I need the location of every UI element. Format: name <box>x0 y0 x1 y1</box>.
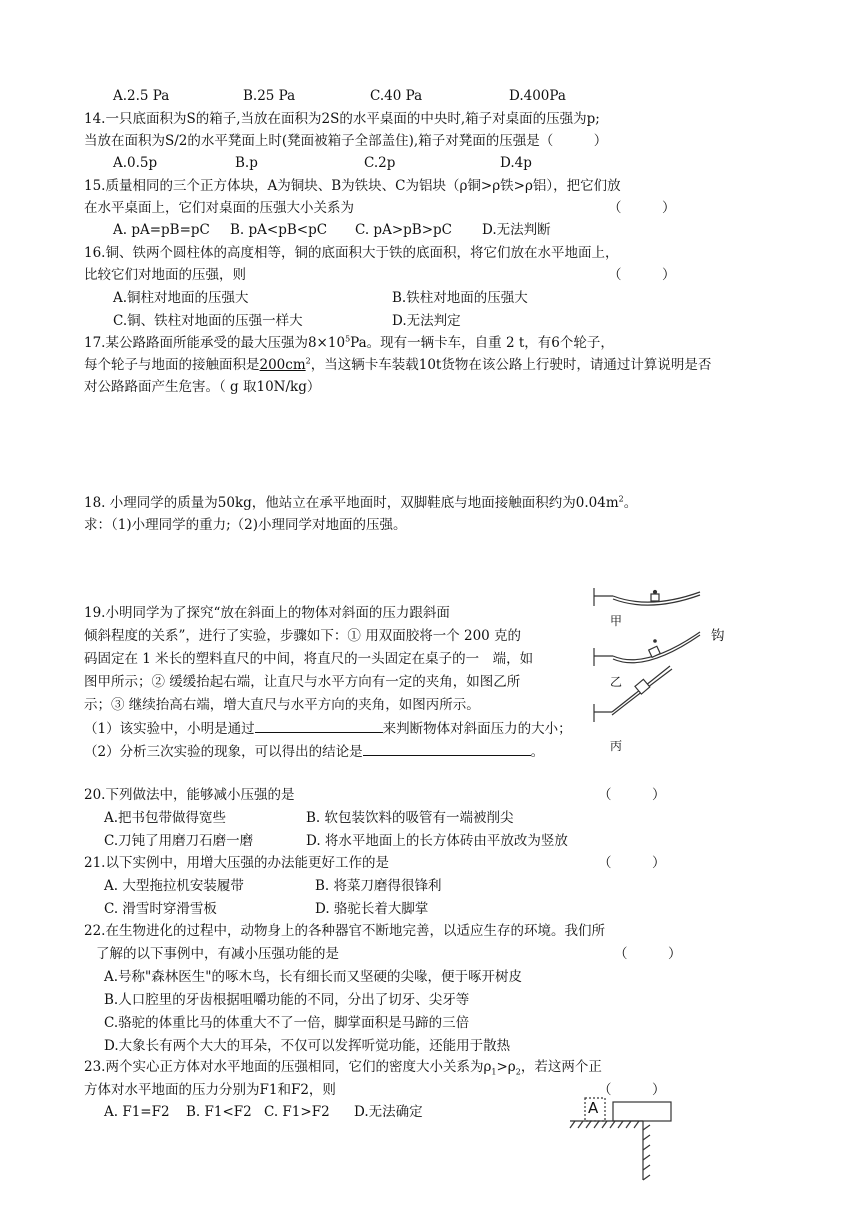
q18-line1: 18. 小理同学的质量为50kg，他站立在承平地面时，双脚鞋底与地面接触面积约为$0.04m^2$。 <box>84 494 638 511</box>
q22-answer-paren: （ ） <box>614 946 682 962</box>
q21-option-b: B. 将菜刀磨得很锋利 <box>315 878 442 894</box>
q17-line3: 对公路路面产生危害。（ g 取10N/kg） <box>84 379 321 395</box>
q18-line2: 求：（1)小理同学的重力;（2)小理同学对地面的压强。 <box>84 517 407 533</box>
q20-option-b: B. 软包装饮料的吸管有一端被削尖 <box>306 810 514 826</box>
q19-line2: 倾斜程度的关系”，进行了实验，步骤如下：① 用双面胶将一个 200 克的 <box>84 628 522 644</box>
q20-answer-paren: （ ） <box>598 787 666 803</box>
q21-option-d: D. 骆驼长着大脚掌 <box>315 901 429 917</box>
q14-line2: 当放在面积为S/2的水平凳面上时(凳面被箱子全部盖住),箱子对凳面的压强是（ ） <box>84 133 608 149</box>
q16-option-b: B.铁柱对地面的压强大 <box>392 290 528 306</box>
q16-option-a: A.铜柱对地面的压强大 <box>113 290 249 306</box>
q22-option-b: B.人口腔里的牙齿根据咀嚼功能的不同，分出了切牙、尖牙等 <box>104 992 470 1008</box>
q22-option-c: C.骆驼的体重比马的体重大不了一倍，脚掌面积是马蹄的三倍 <box>104 1015 470 1031</box>
q19-blank-2[interactable] <box>363 741 531 756</box>
q21-line1: 21.以下实例中，用增大压强的办法能更好工作的是 <box>84 855 389 871</box>
q15-option-d: D.无法判断 <box>482 222 551 238</box>
q19-line3: 码固定在 1 米长的塑料直尺的中间，将直尺的一头固定在桌子的一 端，如 <box>84 651 534 667</box>
q15-answer-paren: （ ） <box>608 200 676 216</box>
q22-option-d: D.大象长有两个大大的耳朵，不仅可以发挥听觉功能，还能用于散热 <box>104 1038 511 1054</box>
q15-option-c: C. pA>pB>pC <box>355 222 452 238</box>
q20-option-d: D. 将水平地面上的长方体砖由平放改为竖放 <box>306 833 568 849</box>
q16-line1: 16.铜、铁两个圆柱体的高度相等，铜的底面积大于铁的底面积，将它们放在水平地面上， <box>84 245 619 261</box>
q13-option-d: D.400Pa <box>509 88 566 104</box>
q14-line1: 14.一只底面积为S的箱子,当放在面积为2S的水平桌面的中央时,箱子对桌面的压强为p; <box>84 111 600 127</box>
q19-fig-label-bing: 丙 <box>610 739 623 753</box>
q13-option-b: B.25 Pa <box>243 88 296 104</box>
q14-option-d: D.4p <box>500 155 532 171</box>
q19-line4: 图甲所示；② 缓缓抬起右端，让直尺与水平方向有一定的夹角，如图乙所 <box>84 674 521 690</box>
q19-fig-label-yi: 乙 <box>610 675 623 689</box>
q23-fig-label-a: A <box>588 1099 599 1117</box>
q23-option-c: C. F1>F2 <box>264 1104 330 1120</box>
q22-line1: 22.在生物进化的过程中，动物身上的各种器官不断地完善，以适应生存的环境。我们所 <box>84 923 605 939</box>
q22-line2: 了解的以下事例中，有减小压强功能的是 <box>96 946 339 962</box>
q16-line2: 比较它们对地面的压强，则 <box>84 267 246 283</box>
q19-line1: 19.小明同学为了探究“放在斜面上的物体对斜面的压力跟斜面 <box>84 605 450 621</box>
q15-option-a: A. pA=pB=pC <box>113 222 210 238</box>
q16-option-c: C.铜、铁柱对地面的压强一样大 <box>113 313 303 329</box>
q23-option-b: B. F1<F2 <box>186 1104 252 1120</box>
q21-option-c: C. 滑雪时穿滑雪板 <box>104 901 217 917</box>
q19-blank-1[interactable] <box>255 718 383 733</box>
q17-line1: 17.某公路路面所能承受的最大压强为$8\times 10^5Pa$。现有一辆卡车，自重 2 t，有6个轮子， <box>84 334 614 351</box>
q23-answer-paren: （ ） <box>598 1082 666 1098</box>
q23-option-a: A. F1=F2 <box>104 1104 170 1120</box>
q13-option-c: C.40 Pa <box>370 88 423 104</box>
q16-option-d: D.无法判定 <box>392 313 461 329</box>
q20-option-c: C.刀钝了用磨刀石磨一磨 <box>104 833 254 849</box>
q14-option-b: B.p <box>235 155 258 171</box>
q16-answer-paren: （ ） <box>608 267 676 283</box>
q19-line2-tail: 钩 <box>711 628 725 644</box>
q21-option-a: A. 大型拖拉机安装履带 <box>104 878 244 894</box>
q15-line1: 15.质量相同的三个正方体块，A为铜块、B为铁块、C为铝块（ρ铜>ρ铁>ρ铝），把它们放 <box>84 178 621 194</box>
q19-line5: 示；③ 继续抬高右端，增大直尺与水平方向的夹角，如图丙所示。 <box>84 697 480 713</box>
q19-fig-label-jia: 甲 <box>610 614 623 628</box>
q23-line1: 23.两个实心正方体对水平地面的压强相同，它们的密度大小关系为$\rho_1>\rho_2$，若这两个正 <box>84 1059 602 1077</box>
q14-option-a: A.0.5p <box>113 155 158 171</box>
q21-answer-paren: （ ） <box>598 855 666 871</box>
q17-line2: 每个轮子与地面的接触面积是$200cm^2$，当这辆卡车装载10t货物在该公路上行驶时，请通过计算说明是否 <box>84 356 712 373</box>
q14-option-c: C.2p <box>364 155 396 171</box>
q23-line2: 方体对水平地面的压力分别为F1和F2，则 <box>84 1082 336 1098</box>
q15-option-b: B. pA<pB<pC <box>230 222 328 238</box>
q20-option-a: A.把书包带做得宽些 <box>104 810 227 826</box>
q23-option-d: D.无法确定 <box>354 1104 423 1120</box>
q19-line7: （2）分析三次实验的现象，可以得出的结论是 。 <box>84 741 544 761</box>
q19-line6: （1）该实验中，小明是通过 来判断物体对斜面压力的大小； <box>84 718 572 738</box>
q20-line1: 20.下列做法中，能够减小压强的是 <box>84 787 295 803</box>
q15-line2: 在水平桌面上，它们对桌面的压强大小关系为 <box>84 200 354 216</box>
q13-option-a: A.2.5 Pa <box>113 88 170 104</box>
q22-option-a: A.号称"森林医生"的啄木鸟，长有细长而又坚硬的尖喙，便于啄开树皮 <box>104 969 522 985</box>
